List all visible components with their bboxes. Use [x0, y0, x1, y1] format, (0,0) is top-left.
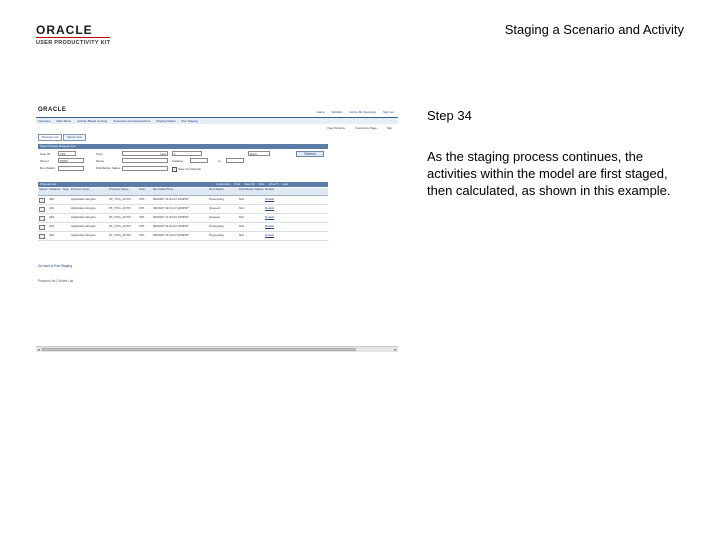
row-run-date: 09/04/07 11:04:27.229PDT — [153, 197, 189, 201]
distribution-status-select[interactable] — [122, 166, 168, 171]
row-seq — [62, 223, 70, 231]
row-details-link[interactable]: Details — [265, 224, 275, 228]
instance-from-field[interactable] — [190, 158, 208, 163]
row-process-name: PF_STG_ACTIV — [109, 224, 132, 228]
row-run-date: 09/04/07 11:04:27.229PDT — [153, 215, 189, 219]
breadcrumb-main-menu[interactable]: Main Menu — [56, 119, 72, 123]
step-number: Step 34 — [427, 108, 472, 123]
column-header: Seq. — [63, 188, 70, 191]
row-user: VP1 — [139, 215, 145, 219]
grid-view-all-link[interactable]: View All — [244, 182, 255, 186]
row-seq — [62, 196, 70, 204]
instance-label: Instance — [172, 159, 184, 163]
run-status-label: Run Status — [40, 166, 55, 170]
row-run-date: 09/04/07 11:04:27.229PDT — [153, 233, 189, 237]
row-select-icon[interactable] — [39, 225, 45, 230]
logo-product: USER PRODUCTIVITY KIT — [36, 40, 111, 46]
utility-links — [327, 126, 392, 130]
grid-last-link[interactable]: Last — [282, 182, 289, 186]
breadcrumb — [36, 118, 398, 124]
row-user: VP1 — [139, 197, 145, 201]
row-run-date: 09/04/07 11:04:27.229PDT — [153, 206, 189, 210]
row-dist-status: N/A — [239, 215, 245, 219]
worklist-link[interactable]: Worklist — [331, 110, 343, 114]
column-header: Process Name — [109, 188, 129, 191]
column-header: Details — [265, 188, 275, 191]
row-process-name: PF_STG_ACTIV — [109, 215, 132, 219]
logo-divider — [36, 37, 110, 38]
row-select-icon[interactable] — [39, 207, 45, 212]
row-process-name: PF_STG_ACTIV — [109, 233, 132, 237]
app-brand-logo: ORACLE — [38, 107, 67, 113]
user-id-label: User ID — [40, 152, 51, 156]
row-process-type: Application Engine — [71, 197, 96, 201]
row-process-type: Application Engine — [71, 206, 96, 210]
row-run-status: Queued — [209, 215, 220, 219]
add-favorites-link[interactable]: Add to My Favorites — [349, 110, 376, 114]
row-instance: 430 — [49, 197, 55, 201]
scroll-left-icon[interactable]: ◂ — [37, 347, 40, 352]
top-links — [317, 110, 394, 114]
row-details-link[interactable]: Details — [265, 233, 275, 237]
table-row — [38, 205, 328, 214]
instance-to-field[interactable] — [226, 158, 244, 163]
process-list-header: Process List — [38, 182, 328, 187]
column-header: Select — [39, 188, 48, 191]
breadcrumb-abc[interactable]: Activity-Based Costing — [77, 119, 108, 123]
process-grid — [38, 188, 328, 241]
row-run-status: Queued — [209, 206, 220, 210]
column-header: Instance — [49, 188, 61, 191]
row-instance: 433 — [49, 224, 55, 228]
new-window-link[interactable]: New Window — [327, 126, 345, 130]
row-dist-status: N/A — [239, 233, 245, 237]
table-row — [38, 223, 328, 232]
grid-navigation — [216, 182, 288, 186]
row-seq — [62, 232, 70, 240]
row-details-link[interactable]: Details — [265, 215, 275, 219]
row-details-link[interactable]: Details — [265, 206, 275, 210]
slide-title: Staging a Scenario and Activity — [504, 22, 684, 37]
column-header: Run Date/Time — [153, 188, 174, 191]
row-instance: 431 — [49, 206, 55, 210]
query-section-header: View Process Request For — [38, 144, 328, 149]
row-dist-status: N/A — [239, 224, 245, 228]
home-link[interactable]: Home — [316, 110, 325, 114]
row-select-icon[interactable] — [39, 234, 45, 239]
row-user: VP1 — [139, 206, 145, 210]
row-details-link[interactable]: Details — [265, 197, 275, 201]
save-on-refresh-checkbox[interactable]: ✓ — [173, 167, 176, 171]
page-tabs — [38, 134, 86, 141]
row-process-type: Application Engine — [71, 233, 96, 237]
http-link[interactable]: http — [386, 126, 392, 130]
row-seq — [62, 214, 70, 222]
step-description: As the staging process continues, the activities within the model are first staged, then calculated, as shown in this example. — [427, 149, 671, 198]
row-run-date: 09/04/07 11:04:27.229PDT — [153, 224, 189, 228]
breadcrumb-favorites[interactable]: Favorites — [38, 119, 51, 123]
row-process-type: Application Engine — [71, 215, 96, 219]
breadcrumb-staging-model[interactable]: Staging Model — [156, 119, 176, 123]
server-select[interactable]: PSNT — [58, 158, 84, 163]
row-dist-status: N/A — [239, 197, 245, 201]
row-process-type: Application Engine — [71, 224, 96, 228]
row-run-status: Processing — [209, 197, 224, 201]
go-back-link[interactable]: Go back to Run Staging — [38, 264, 72, 268]
bottom-links — [38, 264, 73, 294]
row-instance: 432 — [49, 215, 55, 219]
application-screenshot — [36, 104, 398, 352]
grid-find-link[interactable]: Find — [234, 182, 241, 186]
row-dist-status: N/A — [239, 206, 245, 210]
row-select-icon[interactable] — [39, 216, 45, 221]
to-label: to — [218, 159, 221, 163]
horizontal-scrollbar[interactable] — [36, 346, 398, 352]
oracle-upk-logo — [36, 24, 128, 46]
server-label: Server — [40, 159, 49, 163]
user-id-field[interactable]: VP1 — [58, 151, 76, 156]
query-form — [38, 151, 328, 179]
column-header: Run Status — [209, 188, 224, 191]
grid-customize-link[interactable]: Customize — [216, 182, 231, 186]
grid-header-row — [38, 188, 328, 196]
grid-first-link[interactable]: First — [258, 182, 265, 186]
row-user: VP1 — [139, 233, 145, 237]
tab-server-list[interactable]: Server List — [63, 134, 85, 141]
column-header: User — [139, 188, 146, 191]
row-user: VP1 — [139, 224, 145, 228]
table-row — [38, 196, 328, 205]
grid-row-count: 1-5 of 5 — [268, 182, 279, 186]
tab-process-list[interactable]: Process List — [38, 134, 62, 141]
row-process-name: PF_STG_ACTIV — [109, 206, 132, 210]
name-field[interactable] — [122, 158, 168, 163]
scrollbar-thumb[interactable] — [42, 348, 356, 351]
table-row — [38, 232, 328, 241]
scroll-right-icon[interactable]: ▸ — [394, 347, 397, 352]
last-field[interactable]: 1 — [172, 151, 202, 156]
app-header — [36, 104, 398, 118]
row-instance: 434 — [49, 233, 55, 237]
logo-brand: ORACLE — [36, 23, 93, 37]
column-header: Distribution Status — [239, 188, 264, 191]
breadcrumb-scenarios[interactable]: Scenarios and Assumptions — [113, 119, 151, 123]
row-run-status: Processing — [209, 233, 224, 237]
sign-out-link[interactable]: Sign out — [382, 110, 394, 114]
row-select-icon[interactable] — [39, 198, 45, 203]
save-on-refresh-label: Save On Refresh — [178, 167, 202, 171]
type-label: Type — [96, 152, 103, 156]
row-seq — [62, 205, 70, 213]
customize-page-link[interactable]: Customize Page — [354, 126, 377, 130]
page-links[interactable]: Process List | Server List — [38, 279, 74, 283]
refresh-button[interactable]: Refresh — [296, 151, 324, 157]
row-process-name: PF_STG_ACTIV — [109, 197, 132, 201]
row-run-status: Processing — [209, 224, 224, 228]
name-label: Name — [96, 159, 105, 163]
distribution-status-label: Distribution Status — [96, 166, 121, 170]
unit-select[interactable]: Days — [248, 151, 270, 156]
breadcrumb-run-staging[interactable]: Run Staging — [181, 119, 198, 123]
last-label: Last — [160, 152, 166, 156]
table-row — [38, 214, 328, 223]
column-header: Process Type — [71, 188, 90, 191]
run-status-select[interactable] — [58, 166, 84, 171]
